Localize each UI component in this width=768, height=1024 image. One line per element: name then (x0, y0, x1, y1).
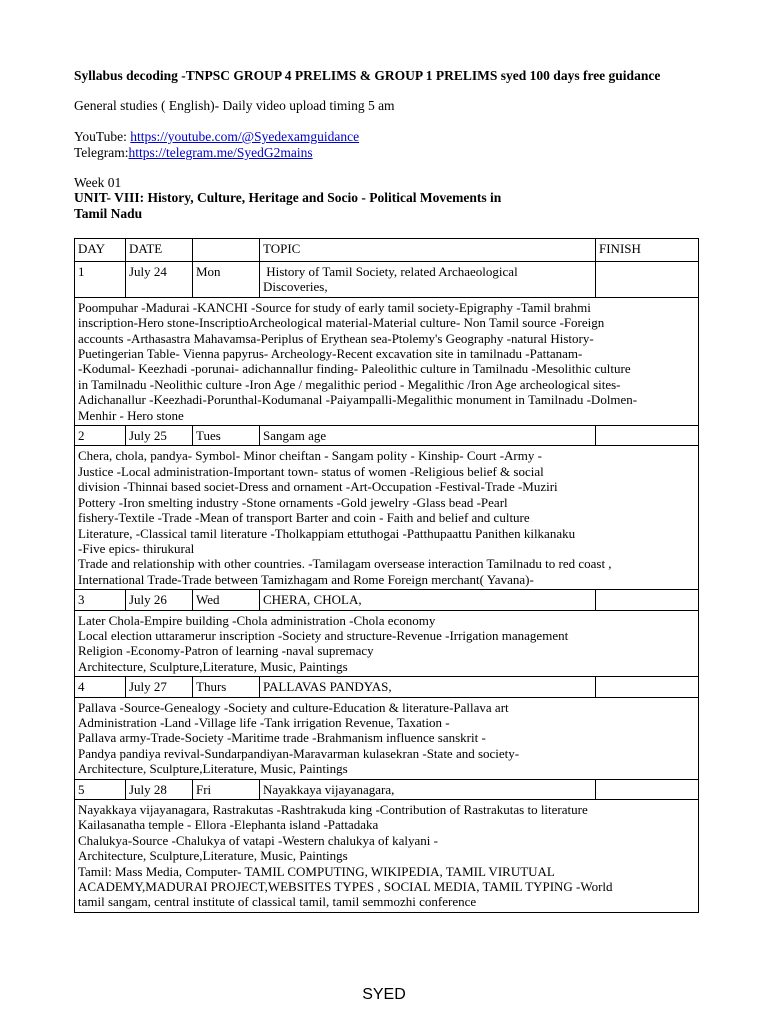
detail-line: Administration -Land -Village life -Tank irrigation Revenue, Taxation - (78, 714, 450, 730)
weekday-cell: Thurs (193, 677, 260, 697)
detail-line: division -Thinnai based societ-Dress and ornament -Art-Occupation -Festival-Trade -Muziri (78, 479, 558, 495)
topic-cell (260, 779, 596, 799)
detail-line: Architecture, Sculpture,Literature, Music, Paintings (78, 761, 348, 777)
topic-text: Sangam age (263, 428, 327, 444)
detail-line: Later Chola-Empire building -Chola administration -Chola economy (78, 612, 436, 628)
topic-text: CHERA, CHOLA, (263, 592, 362, 608)
detail-line: Adichanallur -Keezhadi-Porunthal-Kodumanal -Paiyampalli-Megalithic monument in Tamilnadu -Dolmen- (78, 392, 638, 408)
day-cell: 3 (75, 590, 126, 610)
table-row (75, 426, 699, 446)
detail-line: Kailasanatha temple - Ellora -Elephanta island -Pattadaka (78, 817, 379, 833)
detail-line: Architecture, Sculpture,Literature, Music, Paintings (78, 848, 348, 864)
date-cell: July 25 (126, 426, 193, 446)
detail-row (75, 610, 699, 677)
detail-line: International Trade-Trade between Tamizhagam and Rome Foreign merchant( Yavana)- (78, 571, 534, 587)
weekday-cell: Wed (193, 590, 260, 610)
weekday-cell: Tues (193, 426, 260, 446)
topic-cell (260, 262, 596, 298)
detail-line: Menhir - Hero stone (78, 407, 184, 423)
header-day: DAY (75, 239, 126, 262)
topic-text: PALLAVAS PANDYAS, (263, 679, 392, 695)
detail-cell (75, 697, 699, 779)
detail-line: Pandya pandiya revival-Sundarpandiyan-Maravarman kulasekran -State and society- (78, 745, 520, 761)
topic-text: Nayakkaya vijayanagara, (263, 781, 395, 797)
detail-line: Justice -Local administration-Important town- status of women -Religious belief & social (78, 463, 544, 479)
table-row (75, 262, 699, 298)
detail-line: Architecture, Sculpture,Literature, Music, Paintings (78, 658, 348, 674)
unit-heading (74, 190, 554, 222)
detail-line: Chera, chola, pandya- Symbol- Minor cheiftan - Sangam polity - Kinship- Court -Army - (78, 448, 542, 464)
telegram-label: Telegram: (74, 145, 129, 160)
detail-row (75, 800, 699, 913)
detail-line: -Five epics- thirukural (78, 540, 195, 556)
detail-line: in Tamilnadu -Neolithic culture -Iron Age / megalithic period - Megalithic /Iron Age archeological sites- (78, 376, 621, 392)
detail-line: -Kodumal- Keezhadi -porunai- adichannallur finding- Paleolithic culture in Tamilnadu -Mesolithic culture (78, 361, 631, 377)
table-row (75, 590, 699, 610)
schedule-table (74, 238, 699, 913)
subtitle: General studies ( English)- Daily video upload timing 5 am (74, 98, 395, 113)
table-row (75, 677, 699, 697)
detail-row (75, 297, 699, 425)
finish-cell (596, 779, 699, 799)
date-cell: July 27 (126, 677, 193, 697)
week-label: Week 01 (74, 175, 122, 190)
date-cell: July 26 (126, 590, 193, 610)
youtube-link[interactable]: https://youtube.com/@Syedexamguidance (130, 129, 360, 144)
date-cell: July 28 (126, 779, 193, 799)
telegram-line (74, 145, 313, 161)
detail-row (75, 697, 699, 779)
header-weekday (193, 239, 260, 262)
detail-line: Chalukya-Source -Chalukya of vatapi -Western chalukya of kalyani - (78, 832, 438, 848)
weekday-cell: Mon (193, 262, 260, 298)
detail-line: fishery-Textile -Trade -Mean of transport Barter and coin - Faith and belief and culture (78, 510, 530, 526)
detail-line: Pottery -Iron smelting industry -Stone ornaments -Gold jewelry -Glass bead -Pearl (78, 494, 508, 510)
topic-cell (260, 426, 596, 446)
day-cell: 1 (75, 262, 126, 298)
finish-cell (596, 426, 699, 446)
detail-line: Pallava army-Trade-Society -Maritime trade -Brahmanism influence sanskrit - (78, 730, 486, 746)
document-title: Syllabus decoding -TNPSC GROUP 4 PRELIMS & GROUP 1 PRELIMS syed 100 days free guidance (74, 68, 661, 83)
youtube-label: YouTube: (74, 129, 131, 144)
finish-cell (596, 590, 699, 610)
detail-cell (75, 297, 699, 425)
detail-line: Puetingerian Table- Vienna papyrus- Archeology-Recent excavation site in tamilnadu -Pattanam- (78, 346, 583, 362)
unit-heading-line2: Tamil Nadu (74, 206, 143, 221)
header-date: DATE (126, 239, 193, 262)
header-finish: FINISH (596, 239, 699, 262)
detail-cell (75, 800, 699, 913)
topic-cell (260, 677, 596, 697)
detail-line: Literature, -Classical tamil literature -Tholkappiam ettuthogai -Patthupaattu Panithen kilkanaku (78, 525, 576, 541)
detail-row (75, 446, 699, 590)
unit-heading-line1: UNIT- VIII: History, Culture, Heritage and Socio - Political Movements in (74, 190, 502, 205)
detail-line: accounts -Arthasastra Mahavamsa-Periplus of Erythean sea-Ptolemy's Geography -natural History- (78, 330, 594, 346)
topic-text: History of Tamil Society, related Archaeological (263, 264, 518, 279)
detail-cell (75, 610, 699, 677)
telegram-link[interactable]: https://telegram.me/SyedG2mains (128, 145, 313, 160)
finish-cell (596, 677, 699, 697)
detail-line: Local election uttaramerur inscription -Society and structure-Revenue -Irrigation management (78, 627, 569, 643)
detail-line: ACADEMY,MADURAI PROJECT,WEBSITES TYPES , SOCIAL MEDIA, TAMIL TYPING -World (78, 879, 613, 895)
detail-cell (75, 446, 699, 590)
footer-signature: SYED (362, 986, 406, 1003)
detail-line: Trade and relationship with other countries. -Tamilagam oversease interaction Tamilnadu to red coast , (78, 556, 612, 572)
detail-line: Tamil: Mass Media, Computer- TAMIL COMPUTING, WIKIPEDIA, TAMIL VIRUTUAL (78, 863, 555, 879)
youtube-line (74, 129, 359, 145)
topic-text: Discoveries, (263, 279, 328, 295)
detail-line: Religion -Economy-Patron of learning -naval supremacy (78, 643, 374, 659)
detail-line: Pallava -Source-Genealogy -Society and culture-Education & literature-Pallava art (78, 699, 509, 715)
header-topic: TOPIC (260, 239, 596, 262)
day-cell: 5 (75, 779, 126, 799)
detail-line: Poompuhar -Madurai -KANCHI -Source for study of early tamil society-Epigraphy -Tamil brahmi (78, 299, 591, 315)
day-cell: 4 (75, 677, 126, 697)
finish-cell (596, 262, 699, 298)
weekday-cell: Fri (193, 779, 260, 799)
detail-line: tamil sangam, central institute of classical tamil, tamil semmozhi conference (78, 894, 477, 910)
topic-cell (260, 590, 596, 610)
detail-line: Nayakkaya vijayanagara, Rastrakutas -Rashtrakuda king -Contribution of Rastrakutas to literature (78, 802, 588, 817)
day-cell: 2 (75, 426, 126, 446)
detail-line: inscription-Hero stone-InscriptioArcheological material-Material culture- Non Tamil source -Foreign (78, 315, 605, 331)
table-row (75, 779, 699, 799)
date-cell: July 24 (126, 262, 193, 298)
table-header-row (75, 239, 699, 262)
